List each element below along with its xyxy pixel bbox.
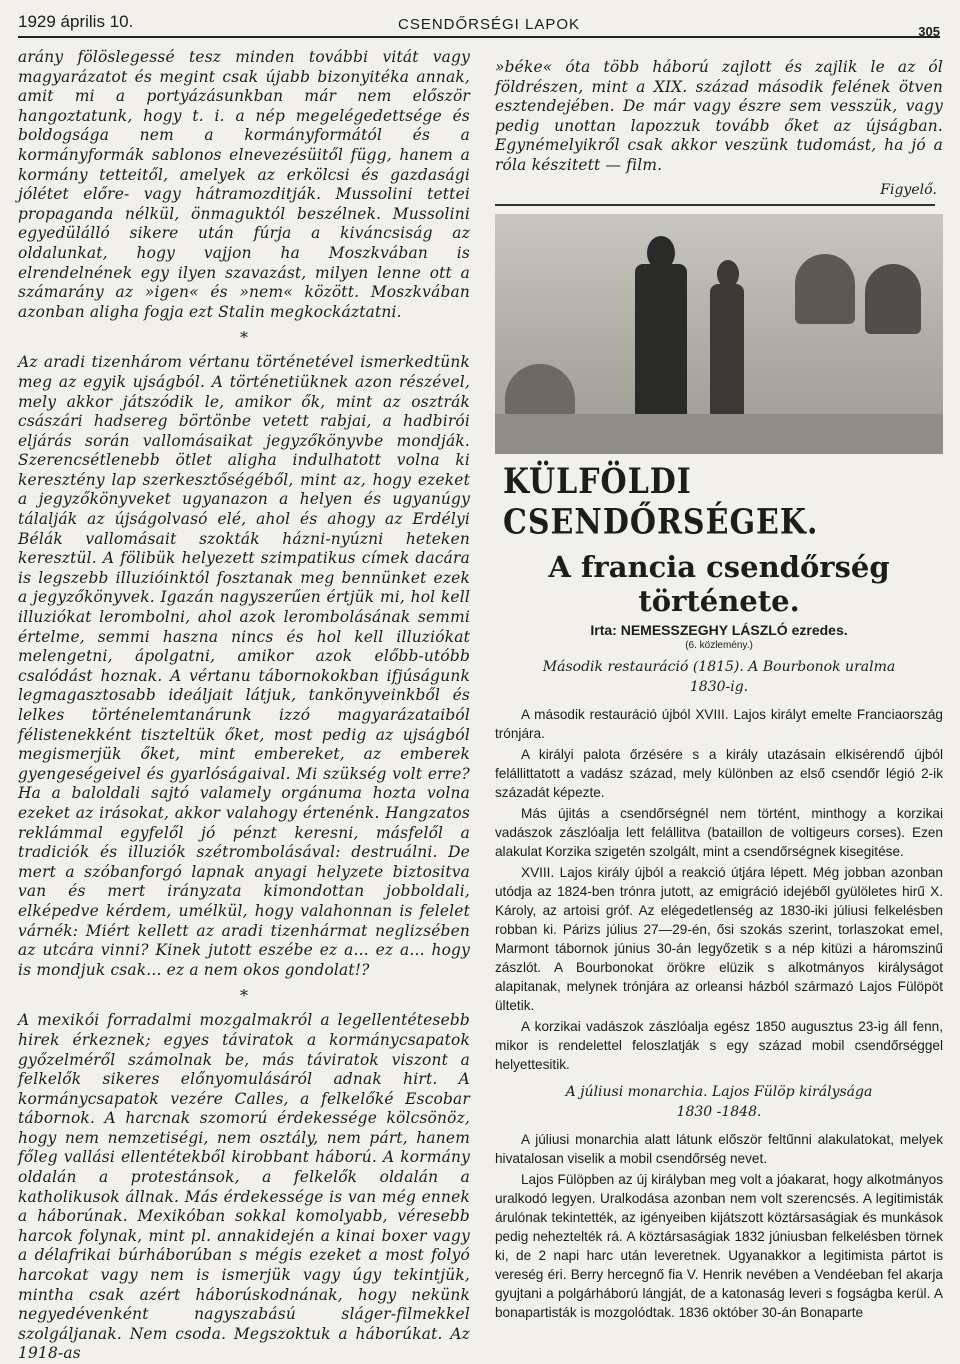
article-title bbox=[495, 550, 943, 618]
left-column bbox=[18, 48, 470, 1363]
journal-title: CSENDŐRSÉGI LAPOK bbox=[398, 16, 581, 33]
article-paragraph: Lajos Fülöpben az új királyban meg volt a jóakarat, hogy alkotmányos uralkodó legyen. Uralkodása azonban nem volt szerencsés. A legitimisták árulónak tekintették, az igényeiben kijátszott köztársaságiak és munkások pedig neheztelték rá. A köztársaságiak 1832 júniusban felkelésben törnek ki, de 2 napi harc után leveretnek. Ugyanakkor a legitimista pártot is vereség éri. Berry hercegnő fia V. Henrik nevében a Vendéeban fel akarja gyujtani a polgárháború lángját, de a katonaság leveri s fogságba kerül. A bonapartisták is mozgolódtak. 1836 október 30-án Bonaparte bbox=[495, 1171, 943, 1320]
subheading-line: A júliusi monarchia. Lajos Fülöp királysága bbox=[565, 1083, 873, 1100]
article-title-line: A francia csendőrség bbox=[548, 549, 890, 584]
right-column bbox=[495, 58, 943, 1333]
paragraph-mexico: A mexikói forradalmi mozgalmakról a legellentétesebb hirek érkeznek; egyes táviratok a kormánycsapatok győzelméről számolnak be, más táviratok viszont a felkelők sikeres előnyomulásáról adnak hirt. A kormánycsapatok vezére Calles, a felkelőké Escobar tábornok. A harcnak szomorú érdekessége kölcsönöz, hogy nem nemzetiségi, nem osztály, nem párt, hanem főleg vallási ellentétekből kirobbant háború. A kormány oldalán a protestánsok, a felkelők oldalán a katholikusok állnak. Más érdekessége is van még ennek a háborúnak. Mexikóban sokkal komolyabb, véresebb harcok folynak, mint pl. annakidején a kinai boxer vagy a délafrikai búrháborúban s mégis ezeket a most folyó harcokat vagy nem is ismerjük vagy úgy tekintjük, mintha csak azért háborúskodnának, hogy nekünk negyedévenként nagyszabású sláger-filmekkel szolgáljanak. Nem csoda. Megszoktuk a háborúkat. Az 1918-as bbox=[18, 1011, 470, 1363]
article-paragraph: A második restauráció újból XVIII. Lajos királyt emelte Franciaország trónjára. bbox=[495, 706, 943, 741]
subheading-restoration bbox=[495, 657, 943, 697]
article-paragraph: Más újitás a csendőrségnél nem történt, minthogy a korzikai vadászok zászlóalja lett felállitva (bataillon de voltigeurs corses). Ezen alakulat Korzika szigetén szolgált, mint a csendőrségnek kisegitése. bbox=[495, 805, 943, 859]
section-heading: KÜLFÖLDI CSENDŐRSÉGEK. bbox=[503, 461, 819, 543]
subheading-july-monarchy bbox=[495, 1082, 943, 1122]
photo-ground bbox=[495, 414, 943, 454]
historical-photograph bbox=[495, 214, 943, 454]
issue-date: 1929 április 10. bbox=[18, 12, 134, 31]
page-number: 305 bbox=[918, 24, 940, 39]
subheading-line: 1830-ig. bbox=[689, 678, 749, 695]
column-signature: Figyelő. bbox=[880, 181, 937, 198]
divider-rule bbox=[495, 204, 935, 206]
paragraph-arad-martyrs: Az aradi tizenhárom vértanu történetével ismerkedtünk meg az egyik ujságból. A történetiüknek azon részével, mely akkor játszódik le, amikor ők, mint az osztrák császári hadsereg börtönbe vetett rabjai, a hadbirói eljárás során vallomásaikat jegyzőkönyvbe mondják. Szerencsétlenebb ötlet aligha indulhatott volna ki keresztény lap szerkesztőségéből, mint az, hogy ezeket a jegyzőkönyveket ugyanazon a helyen és ugyanúgy tálalják az újságolvasó elé, ahol és ahogy az Erdélyi Bélák vallomásait szokták házni-nyúzni heteken keresztül. A fölibük helyezett szimpatikus címek dacára is legszebb illuzióinktól fosztanak meg bennünket ezek a jegyzőkönyvek. Igazán nagyszerűen értjük mi, hol kell illuziókat lerombolni, ahol azok lerombolásának semmi értelme, semmi haszna nincs és hol kell illuziókat melengetni, ápolgatni, amikor azok előbb-utóbb csalódást hoznak. A vértanu tábornokokban ifjúságunk legmagasztosabb ideáljait látjuk, tankönyveinkből és lelkes történelemtanárunk izzó magyarázataiból félistenekként tiszteltük őket, most pedig az ujságból megismerjük őket, mint embereket, az emberek gyengeségeivel és gyarlóságaival. Mi szükség volt erre? Ha a baloldali sajtó valamely orgánuma hozta volna ezeket az irásokat, akkor valahogy értenénk. Hangzatos reklámmal egyfelől jó pénzt keresni, másfelől a tradiciók és illuziók szétrombolásával: destruálni. De mert a szóbanforgó lapnak anyagi helyzete biztositva van és mert irányzata kimondottan jobboldali, elképedve kérdem, umélkül, hogy valahonnan is felelet várnék: Miért kellett az aradi tizenhármat neglizsében az utcára vinni? Kinek jutott eszébe ez a... ez a... hogy is mondjuk csak... ez a nem okos gondolat!? bbox=[18, 353, 470, 979]
paragraph-mussolini: arány fölöslegessé tesz minden további vitát vagy magyarázatot és megint csak újabb bizonyitéka annak, amit mi a portyázásunkban már nem először hangoztatunk, hogy t. i. a nép megelégedettsége és boldogsága nem a kormányformától és a kormányformák sablonos elnevezésüitől függ, hanem a kormány tetteitől, amelyek az erkölcsi és gazdasági jólétet előre- vagy hátramozditják. Mussolini tettei propaganda nélkül, önmaguktól beszélnek. Mussolini egyedülálló sikere után fúrja a kiváncsiság az oldalunkat, hogy vajjon ha Moszkvában is elrendelnének egy ilyen szavazást, milyen lenne ott a számarány az »igen« és »nem« között. Moszkvában azonban aligha fogja ezt Stalin megkockáztatni. bbox=[18, 48, 470, 321]
background-figure-shape bbox=[795, 254, 855, 324]
article-paragraph: A júliusi monarchia alatt látunk először feltűnni alakulatokat, melyek hivatalosan viselik a mobil csendőrség nevet. bbox=[495, 1131, 943, 1166]
article-paragraph: A korzikai vadászok zászlóalja egész 1850 augusztus 23-ig áll fenn, mikor is rendelettel feloszlatják s egy század mobil csendőrséggel helyettesitik. bbox=[495, 1018, 943, 1072]
installment-note: (6. közlemény.) bbox=[685, 639, 753, 651]
article-title-line: története. bbox=[638, 583, 800, 618]
section-divider-star: * bbox=[240, 328, 248, 348]
section-divider-star: * bbox=[240, 986, 248, 1006]
subheading-line: Második restauráció (1815). A Bourbonok uralma bbox=[542, 658, 896, 675]
subheading-line: 1830 -1848. bbox=[676, 1103, 762, 1120]
background-figure-shape bbox=[865, 264, 921, 334]
paragraph-continuation: »béke« óta több háború zajlott és zajlik le az ól földrészen, mint a XIX. század második felének ötven esztendejében. De már vagy észre sem vesszük, vagy pedig unottan lapozzuk tovább őket az újságban. Egynémelyikről csak akkor veszünk tudomást, ha jó a róla készitett — film. bbox=[495, 58, 943, 174]
article-paragraph: A királyi palota őrzésére s a király utazásain elkisérendő újból felállittatott a vadász század, mely különben az első csendőr légió 2-ik századát képezte. bbox=[495, 746, 943, 800]
page-header bbox=[18, 6, 940, 38]
article-author: Irta: NEMESSZEGHY LÁSZLÓ ezredes. bbox=[590, 621, 848, 638]
article-paragraph: XVIII. Lajos király újból a reakció útjára lépett. Még jobban azonban utódja az 1824-ben trónra jutott, az emigráció idejéből gyülöletes hirű X. Károly, az artoisi gróf. Az elégedetlenség az 1830-iki júliusi felkelésben robban ki. Párizs július 27—29-én, ősi szokás szerint, torlaszokat emel, Marmont tábornok június 30-án legyőzetik s a nép kitüzi a háromszinű zászlót. A Bourbonokat örökre elüzik s alkotmányos királyságot alapitanak, melynek trónjára az orleansi házból származó Lajos Fülöpöt ültetik. bbox=[495, 864, 943, 1013]
